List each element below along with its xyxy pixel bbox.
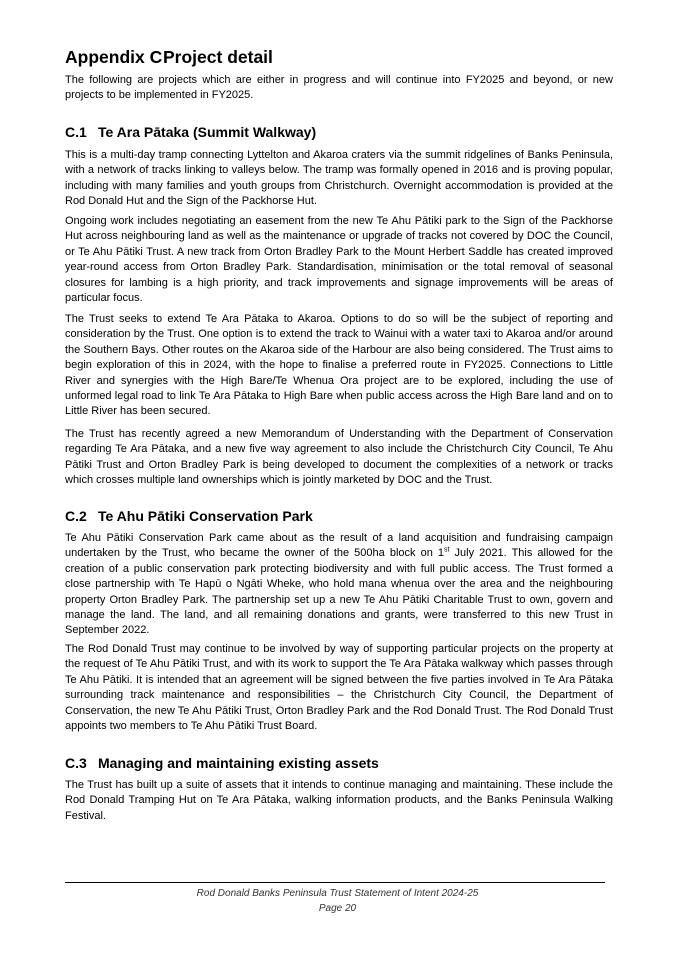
section-title: Te Ara Pātaka (Summit Walkway) — [98, 124, 317, 140]
paragraph: The Trust has recently agreed a new Memorandum of Understanding with the Department of Conservation regarding Te Ara Pātaka, and a new five way agreement to also include the Christchurch City Council, Te Ahu Pātiki Trust and Orton Bradley Park is being developed to document the complexities of a network or tracks which crosses multiple land ownerships which is jointly marketed by DOC and the Trust. — [65, 428, 613, 487]
footer-divider — [65, 882, 605, 883]
section-number: C.1 — [65, 124, 87, 140]
section-title: Managing and maintaining existing assets — [98, 755, 379, 771]
section-title: Te Ahu Pātiki Conservation Park — [98, 508, 313, 524]
paragraph: Ongoing work includes negotiating an easement from the new Te Ahu Pātiki park to the Sign of the Packhorse Hut across neighbouring land as well as the maintenance or upgrade of tracks not covered by DOC the Council, or Te Ahu Pātiki Trust. A new track from Orton Bradley Park to the Mount Herbert Saddle has created improved year-round access from Orton Bradley Park. Standardisation, minimisation or the total removal of seasonal closures for lambing is a high priority, and track improvements and signage improvements will be areas of particular focus. — [65, 215, 613, 305]
section-heading-c3 — [65, 755, 379, 771]
paragraph: The Rod Donald Trust may continue to be involved by way of supporting particular projects on the property at the request of Te Ahu Pātiki Trust, and with its work to support the Te Ara Pātaka walkway which passes through Te Ahu Pātiki. It is intended that an agreement will be signed between the five parties involved in Te Ara Pātaka surrounding track maintenance and responsibilities – the Christchurch City Council, the Department of Conservation, the new Te Ahu Pātiki Trust, Orton Bradley Park and the Rod Donald Trust. The Rod Donald Trust appoints two members to Te Ahu Pātiki Trust Board. — [65, 643, 613, 733]
paragraph — [65, 531, 613, 639]
footer-document-title: Rod Donald Banks Peninsula Trust Statement of Intent 2024-25 — [196, 888, 479, 899]
paragraph: This is a multi-day tramp connecting Lyttelton and Akaroa craters via the summit ridgelines of Banks Peninsula, with a network of tracks linking to valleys below. The tramp was formally opened in 2016 and is proving popular, including with many families and youth groups from Christchurch. Overnight accommodation is provided at the Rod Donald Hut and the Sign of the Packhorse Hut. — [65, 149, 613, 208]
section-heading-c2 — [65, 508, 313, 524]
paragraph-text: Te Ahu Pātiki Conservation Park came about as the result of a land acquisition and fundraising campaign undertaken by the Trust, who became the owner of the 500ha block on 1 — [65, 532, 613, 560]
appendix-title: Project detail — [163, 47, 273, 67]
ordinal-suffix: st — [444, 546, 450, 554]
paragraph-text: July 2021. This allowed for the creation of a public conservation park protecting biodiversity and with full public access. The Trust formed a close partnership with Te Hapū o Ngāti Wheke, who hold mana whenua over the area and the neighbouring property Orton Bradley Park. The partnership set up a new Te Ahu Pātiki Charitable Trust to own, govern and manage the land. The land, and all remaining donations and grants, were transferred to this new Trust in September 2022. — [65, 547, 613, 637]
paragraph: The Trust seeks to extend Te Ara Pātaka to Akaroa. Options to do so will be the subject of reporting and consideration by the Trust. One option is to extend the track to Wainui with a water taxi to Akaroa and/or around the Southern Bays. Other routes on the Akaroa side of the Harbour are also being considered. The Trust aims to begin exploration of this in 2024, with the hope to finalise a preferred route in FY2025. Connections to Little River and synergies with the High Bare/Te Whenua Ora project are to be explored, including the use of unformed legal road to link Te Ara Pātaka to High Bare when public access across the High Bare land and on to Little River has been secured. — [65, 313, 613, 418]
paragraph: The Trust has built up a suite of assets that it intends to continue managing and maintaining. These include the Rod Donald Tramping Hut on Te Ara Pātaka, walking information products, and the Banks Peninsula Walking Festival. — [65, 779, 613, 822]
section-number: C.3 — [65, 755, 87, 771]
section-heading-c1 — [65, 124, 316, 140]
section-number: C.2 — [65, 508, 87, 524]
footer-page-number: Page 20 — [318, 903, 357, 914]
appendix-intro: The following are projects which are either in progress and will continue into FY2025 and beyond, or new projects to be implemented in FY2025. — [65, 74, 613, 102]
appendix-number: Appendix C — [65, 47, 163, 67]
appendix-heading — [65, 47, 273, 68]
